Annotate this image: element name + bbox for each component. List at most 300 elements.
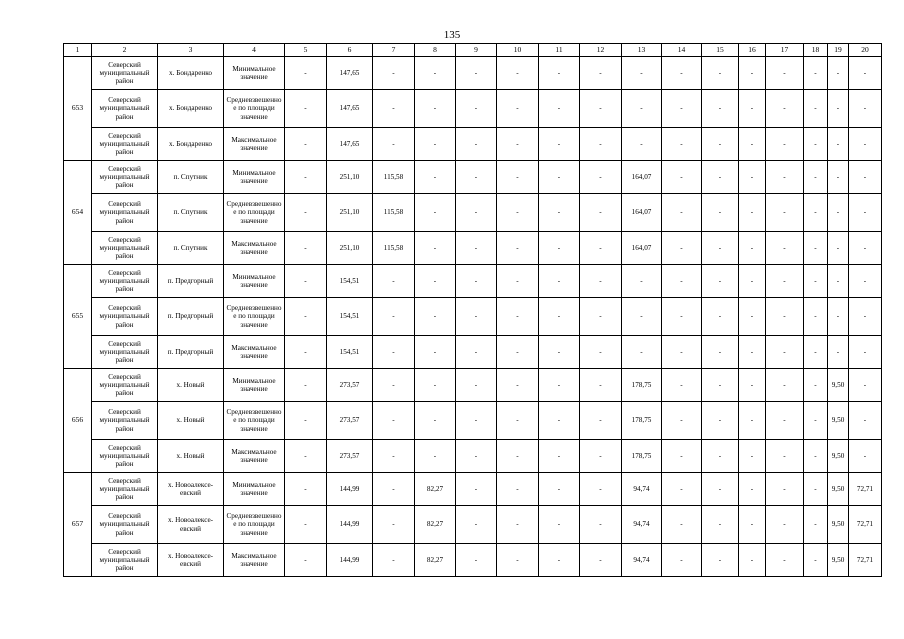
district-cell: Северский муниципальный район (92, 265, 158, 298)
value-cell: - (804, 369, 828, 402)
indicator-cell: Минимальное значение (224, 473, 285, 506)
header-row (64, 44, 882, 57)
value-cell: - (849, 128, 882, 161)
district-cell: Северский муниципальный район (92, 232, 158, 265)
value-cell: - (739, 161, 766, 194)
value-cell: - (766, 90, 804, 128)
value-cell: 251,10 (327, 161, 373, 194)
value-cell: - (456, 402, 497, 440)
column-header: 4 (224, 44, 285, 57)
value-cell: - (456, 336, 497, 369)
value-cell: - (739, 506, 766, 544)
value-cell: - (497, 298, 539, 336)
value-cell: 144,99 (327, 506, 373, 544)
value-cell: - (622, 265, 662, 298)
table-row (64, 161, 882, 194)
value-cell: - (497, 402, 539, 440)
value-cell: - (766, 473, 804, 506)
value-cell: - (497, 473, 539, 506)
value-cell: - (415, 90, 456, 128)
value-cell: - (662, 265, 702, 298)
value-cell: - (456, 232, 497, 265)
value-cell: 72,71 (849, 544, 882, 577)
value-cell: - (739, 265, 766, 298)
column-header: 15 (702, 44, 739, 57)
value-cell: - (849, 232, 882, 265)
value-cell: - (415, 369, 456, 402)
value-cell: - (373, 298, 415, 336)
value-cell: - (539, 336, 580, 369)
value-cell: - (804, 506, 828, 544)
value-cell: - (415, 57, 456, 90)
value-cell: - (804, 90, 828, 128)
row-number: 655 (64, 265, 92, 369)
value-cell: - (622, 57, 662, 90)
value-cell: 115,58 (373, 232, 415, 265)
settlement-cell: п. Спутник (158, 194, 224, 232)
value-cell: - (580, 336, 622, 369)
indicator-cell: Минимальное значение (224, 265, 285, 298)
table-row (64, 544, 882, 577)
district-cell: Северский муниципальный район (92, 440, 158, 473)
table-row (64, 298, 882, 336)
value-cell: - (497, 336, 539, 369)
column-header: 16 (739, 44, 766, 57)
value-cell: - (702, 506, 739, 544)
value-cell: - (373, 473, 415, 506)
value-cell: - (662, 369, 702, 402)
value-cell: 115,58 (373, 161, 415, 194)
value-cell: - (804, 402, 828, 440)
column-header: 6 (327, 44, 373, 57)
value-cell: - (580, 90, 622, 128)
value-cell: 82,27 (415, 473, 456, 506)
value-cell: 154,51 (327, 265, 373, 298)
value-cell: - (662, 161, 702, 194)
settlement-cell: п. Предгорный (158, 298, 224, 336)
value-cell: - (766, 128, 804, 161)
table-row (64, 506, 882, 544)
value-cell: - (702, 298, 739, 336)
value-cell: - (415, 232, 456, 265)
value-cell: 9,50 (828, 402, 849, 440)
value-cell: - (662, 506, 702, 544)
value-cell: - (702, 402, 739, 440)
value-cell: - (766, 440, 804, 473)
district-cell: Северский муниципальный район (92, 128, 158, 161)
district-cell: Северский муниципальный район (92, 336, 158, 369)
value-cell: - (415, 128, 456, 161)
settlement-cell: х. Новоалексе-евский (158, 473, 224, 506)
district-cell: Северский муниципальный район (92, 161, 158, 194)
column-header: 1 (64, 44, 92, 57)
value-cell: - (662, 402, 702, 440)
value-cell: - (849, 369, 882, 402)
value-cell: - (456, 265, 497, 298)
value-cell: - (539, 369, 580, 402)
value-cell: - (766, 402, 804, 440)
column-header: 19 (828, 44, 849, 57)
value-cell: - (739, 402, 766, 440)
value-cell: - (580, 232, 622, 265)
settlement-cell: х. Новый (158, 369, 224, 402)
value-cell: - (622, 128, 662, 161)
value-cell: 82,27 (415, 544, 456, 577)
value-cell: - (373, 369, 415, 402)
row-number: 653 (64, 57, 92, 161)
value-cell: - (456, 161, 497, 194)
value-cell: - (622, 90, 662, 128)
value-cell: - (828, 128, 849, 161)
value-cell: - (702, 440, 739, 473)
value-cell: - (739, 90, 766, 128)
value-cell: 164,07 (622, 194, 662, 232)
district-cell: Северский муниципальный район (92, 298, 158, 336)
value-cell: 9,50 (828, 369, 849, 402)
value-cell: - (539, 402, 580, 440)
column-header: 18 (804, 44, 828, 57)
value-cell: - (497, 506, 539, 544)
value-cell: - (702, 90, 739, 128)
district-cell: Северский муниципальный район (92, 369, 158, 402)
settlement-cell: п. Предгорный (158, 336, 224, 369)
value-cell: - (849, 298, 882, 336)
value-cell: - (497, 90, 539, 128)
value-cell: - (285, 544, 327, 577)
value-cell: - (580, 544, 622, 577)
value-cell: 9,50 (828, 440, 849, 473)
value-cell: - (849, 90, 882, 128)
value-cell: - (285, 161, 327, 194)
column-header: 5 (285, 44, 327, 57)
district-cell: Северский муниципальный район (92, 473, 158, 506)
table-row (64, 402, 882, 440)
district-cell: Северский муниципальный район (92, 544, 158, 577)
value-cell: - (580, 265, 622, 298)
column-header: 9 (456, 44, 497, 57)
district-cell: Северский муниципальный район (92, 57, 158, 90)
value-cell: - (415, 265, 456, 298)
value-cell: 9,50 (828, 544, 849, 577)
value-cell: - (662, 336, 702, 369)
value-cell: - (539, 194, 580, 232)
district-cell: Северский муниципальный район (92, 90, 158, 128)
settlement-cell: п. Спутник (158, 232, 224, 265)
value-cell: 273,57 (327, 440, 373, 473)
indicator-cell: Средневзвешенное по площади значение (224, 298, 285, 336)
value-cell: - (539, 57, 580, 90)
data-table (63, 43, 882, 577)
table-row (64, 194, 882, 232)
settlement-cell: х. Бондаренко (158, 57, 224, 90)
table-row (64, 369, 882, 402)
table-row (64, 90, 882, 128)
value-cell: - (766, 298, 804, 336)
value-cell: 251,10 (327, 232, 373, 265)
value-cell: - (739, 369, 766, 402)
settlement-cell: п. Предгорный (158, 265, 224, 298)
value-cell: - (285, 265, 327, 298)
value-cell: 154,51 (327, 336, 373, 369)
value-cell: - (849, 57, 882, 90)
value-cell: - (804, 298, 828, 336)
value-cell: - (828, 194, 849, 232)
value-cell: - (539, 161, 580, 194)
value-cell: - (739, 298, 766, 336)
value-cell: - (849, 402, 882, 440)
value-cell: - (739, 544, 766, 577)
value-cell: 94,74 (622, 506, 662, 544)
value-cell: 164,07 (622, 161, 662, 194)
value-cell: - (702, 232, 739, 265)
column-header: 3 (158, 44, 224, 57)
column-header: 2 (92, 44, 158, 57)
value-cell: - (804, 161, 828, 194)
value-cell: - (373, 57, 415, 90)
value-cell: - (456, 57, 497, 90)
value-cell: - (373, 336, 415, 369)
settlement-cell: х. Новоалексе-евский (158, 506, 224, 544)
table-row (64, 440, 882, 473)
value-cell: - (739, 440, 766, 473)
value-cell: - (804, 265, 828, 298)
indicator-cell: Максимальное значение (224, 128, 285, 161)
value-cell: - (622, 336, 662, 369)
table-row (64, 265, 882, 298)
value-cell: - (497, 161, 539, 194)
value-cell: - (539, 473, 580, 506)
value-cell: - (285, 128, 327, 161)
value-cell: - (828, 298, 849, 336)
value-cell: - (849, 161, 882, 194)
value-cell: - (849, 194, 882, 232)
value-cell: - (456, 194, 497, 232)
row-number: 656 (64, 369, 92, 473)
value-cell: - (456, 440, 497, 473)
indicator-cell: Минимальное значение (224, 57, 285, 90)
value-cell: - (373, 128, 415, 161)
value-cell: - (285, 440, 327, 473)
value-cell: - (739, 194, 766, 232)
value-cell: - (539, 506, 580, 544)
value-cell: - (373, 506, 415, 544)
value-cell: - (702, 128, 739, 161)
value-cell: 178,75 (622, 402, 662, 440)
settlement-cell: х. Новый (158, 402, 224, 440)
value-cell: - (766, 161, 804, 194)
value-cell: - (285, 232, 327, 265)
value-cell: - (849, 265, 882, 298)
value-cell: - (285, 473, 327, 506)
value-cell: - (702, 161, 739, 194)
value-cell: - (497, 232, 539, 265)
column-header: 17 (766, 44, 804, 57)
value-cell: - (702, 544, 739, 577)
value-cell: - (702, 369, 739, 402)
value-cell: 72,71 (849, 473, 882, 506)
value-cell: - (662, 194, 702, 232)
value-cell: - (766, 232, 804, 265)
value-cell: - (739, 336, 766, 369)
column-header: 7 (373, 44, 415, 57)
value-cell: - (580, 57, 622, 90)
value-cell: 178,75 (622, 369, 662, 402)
table-row (64, 57, 882, 90)
value-cell: - (828, 265, 849, 298)
value-cell: - (539, 265, 580, 298)
value-cell: - (804, 57, 828, 90)
value-cell: - (415, 161, 456, 194)
value-cell: 273,57 (327, 402, 373, 440)
indicator-cell: Максимальное значение (224, 232, 285, 265)
value-cell: - (539, 90, 580, 128)
value-cell: - (804, 194, 828, 232)
value-cell: - (662, 473, 702, 506)
value-cell: - (804, 128, 828, 161)
value-cell: - (702, 265, 739, 298)
value-cell: - (828, 161, 849, 194)
indicator-cell: Минимальное значение (224, 369, 285, 402)
indicator-cell: Минимальное значение (224, 161, 285, 194)
value-cell: - (497, 128, 539, 161)
row-number: 657 (64, 473, 92, 577)
value-cell: - (849, 336, 882, 369)
value-cell: - (766, 336, 804, 369)
value-cell: - (702, 473, 739, 506)
value-cell: 147,65 (327, 57, 373, 90)
value-cell: - (456, 90, 497, 128)
value-cell: - (373, 402, 415, 440)
value-cell: 82,27 (415, 506, 456, 544)
value-cell: - (580, 369, 622, 402)
table-row (64, 336, 882, 369)
column-header: 14 (662, 44, 702, 57)
value-cell: 9,50 (828, 473, 849, 506)
value-cell: - (580, 506, 622, 544)
value-cell: - (456, 544, 497, 577)
value-cell: - (662, 544, 702, 577)
value-cell: - (662, 298, 702, 336)
indicator-cell: Средневзвешенное по площади значение (224, 194, 285, 232)
value-cell: 154,51 (327, 298, 373, 336)
value-cell: - (828, 336, 849, 369)
value-cell: 164,07 (622, 232, 662, 265)
value-cell: - (285, 90, 327, 128)
value-cell: - (622, 298, 662, 336)
indicator-cell: Средневзвешенное по площади значение (224, 402, 285, 440)
value-cell: - (766, 265, 804, 298)
value-cell: - (766, 57, 804, 90)
value-cell: - (539, 128, 580, 161)
value-cell: - (285, 194, 327, 232)
value-cell: - (766, 369, 804, 402)
value-cell: - (804, 440, 828, 473)
district-cell: Северский муниципальный район (92, 194, 158, 232)
value-cell: - (456, 128, 497, 161)
value-cell: - (373, 544, 415, 577)
table-row (64, 128, 882, 161)
value-cell: - (456, 298, 497, 336)
table-row (64, 232, 882, 265)
value-cell: - (662, 440, 702, 473)
settlement-cell: х. Новый (158, 440, 224, 473)
value-cell: - (804, 473, 828, 506)
value-cell: - (497, 440, 539, 473)
indicator-cell: Максимальное значение (224, 544, 285, 577)
column-header: 13 (622, 44, 662, 57)
value-cell: - (702, 336, 739, 369)
value-cell: 251,10 (327, 194, 373, 232)
value-cell: - (662, 57, 702, 90)
district-cell: Северский муниципальный район (92, 402, 158, 440)
column-header: 8 (415, 44, 456, 57)
value-cell: 178,75 (622, 440, 662, 473)
value-cell: - (580, 473, 622, 506)
value-cell: - (415, 336, 456, 369)
value-cell: - (828, 232, 849, 265)
value-cell: - (739, 128, 766, 161)
indicator-cell: Средневзвешенное по площади значение (224, 506, 285, 544)
value-cell: - (415, 298, 456, 336)
indicator-cell: Средневзвешенное по площади значение (224, 90, 285, 128)
value-cell: - (804, 544, 828, 577)
value-cell: - (415, 440, 456, 473)
value-cell: - (580, 440, 622, 473)
value-cell: - (580, 161, 622, 194)
value-cell: - (828, 90, 849, 128)
value-cell: 72,71 (849, 506, 882, 544)
table-row (64, 473, 882, 506)
value-cell: - (285, 336, 327, 369)
settlement-cell: х. Новоалексе-евский (158, 544, 224, 577)
value-cell: - (539, 544, 580, 577)
value-cell: - (804, 232, 828, 265)
value-cell: - (766, 194, 804, 232)
value-cell: 94,74 (622, 473, 662, 506)
value-cell: - (373, 265, 415, 298)
value-cell: 147,65 (327, 90, 373, 128)
value-cell: - (580, 402, 622, 440)
value-cell: 147,65 (327, 128, 373, 161)
value-cell: - (739, 232, 766, 265)
value-cell: 273,57 (327, 369, 373, 402)
value-cell: - (497, 194, 539, 232)
settlement-cell: х. Бондаренко (158, 128, 224, 161)
value-cell: - (766, 544, 804, 577)
value-cell: - (456, 506, 497, 544)
value-cell: - (849, 440, 882, 473)
value-cell: 144,99 (327, 473, 373, 506)
indicator-cell: Максимальное значение (224, 336, 285, 369)
value-cell: 9,50 (828, 506, 849, 544)
value-cell: - (804, 336, 828, 369)
value-cell: - (739, 57, 766, 90)
value-cell: - (497, 369, 539, 402)
value-cell: - (415, 194, 456, 232)
value-cell: - (373, 440, 415, 473)
row-number: 654 (64, 161, 92, 265)
indicator-cell: Максимальное значение (224, 440, 285, 473)
value-cell: - (580, 128, 622, 161)
column-header: 11 (539, 44, 580, 57)
value-cell: 94,74 (622, 544, 662, 577)
value-cell: - (373, 90, 415, 128)
value-cell: - (497, 265, 539, 298)
value-cell: - (285, 402, 327, 440)
value-cell: - (766, 506, 804, 544)
value-cell: - (456, 473, 497, 506)
value-cell: - (739, 473, 766, 506)
